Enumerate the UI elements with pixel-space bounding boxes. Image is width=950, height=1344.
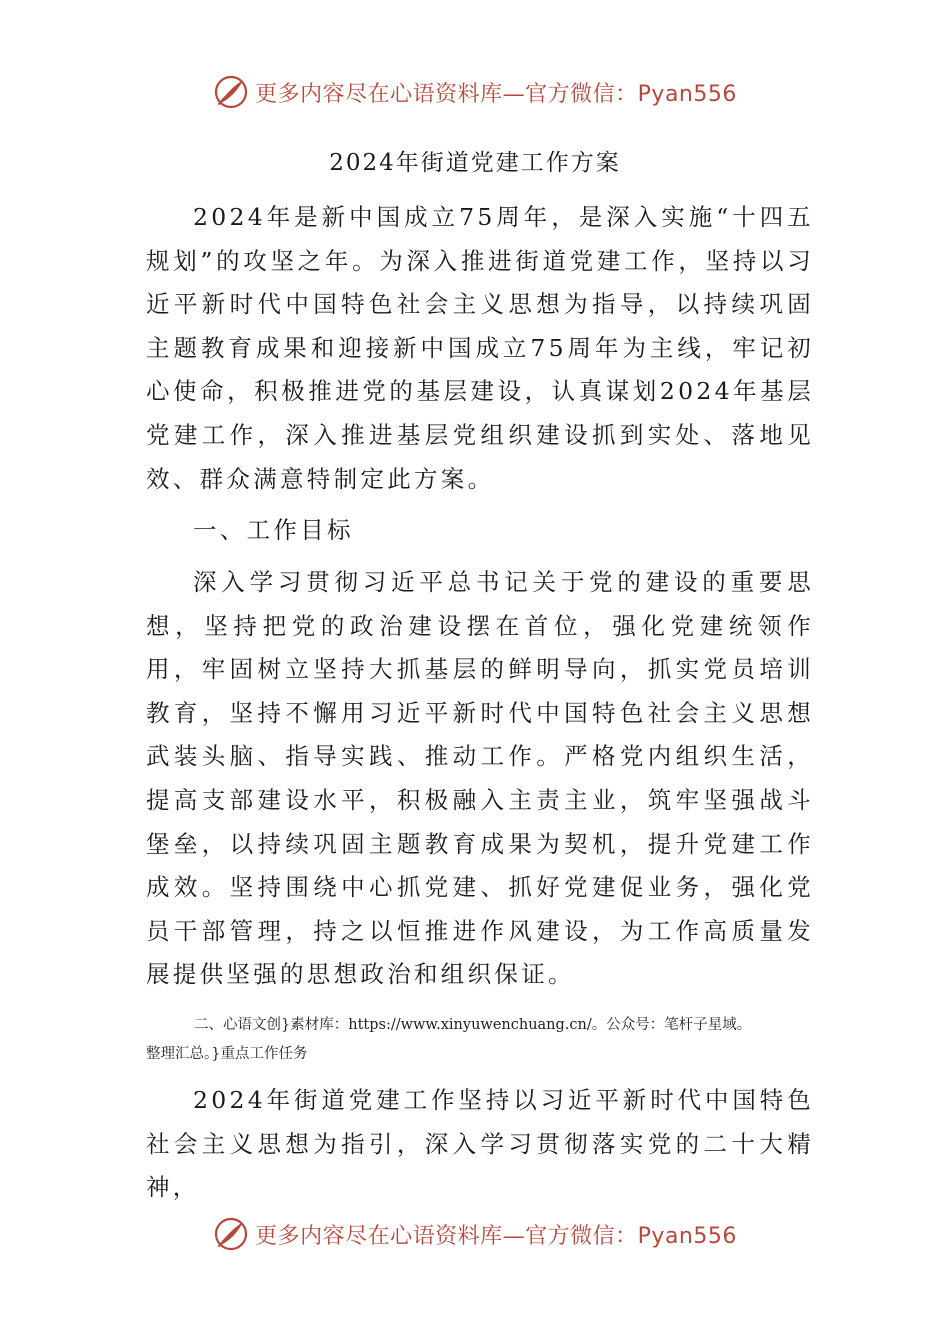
source-note-line2: 整理汇总。}重点工作任务 [146, 1046, 308, 1062]
source-note-line1: 二、心语文创}素材库：https://www.xinyuwenchuang.cn/。公众号：笔杆子星域。 [194, 1017, 752, 1033]
quill-logo-icon [213, 1216, 249, 1252]
wechat-id: Pyan556 [637, 81, 737, 107]
banner-text: 更多内容尽在心语资料库—官方微信：Pyan556 [255, 81, 737, 107]
section-heading-goals: 一、工作目标 [193, 516, 354, 544]
header-banner [0, 72, 950, 112]
tasks-paragraph: 2024年街道党建工作坚持以习近平新时代中国特色社会主义思想为指引，深入学习贯彻落实党的二十大精神， [146, 1086, 814, 1202]
intro-paragraph: 2024年是新中国成立75周年，是深入实施“十四五规划”的攻坚之年。为深入推进街道党建工作，坚持以习近平新时代中国特色社会主义思想为指导，以持续巩固主题教育成果和迎接新中国成立75周年为主线，牢记初心使命，积极推进党的基层建设，认真谋划2024年基层党建工作，深入推进基层党组织建设抓到实处、落地见效、群众满意特制定此方案。 [146, 203, 814, 493]
quill-logo-icon [213, 74, 249, 110]
document-title: 2024年街道党建工作方案 [329, 150, 621, 176]
source-note [146, 1011, 826, 1069]
goals-paragraph: 深入学习贯彻习近平总书记关于党的建设的重要思想，坚持把党的政治建设摆在首位，强化党建统领作用，牢固树立坚持大抓基层的鲜明导向，抓实党员培训教育，坚持不懈用习近平新时代中国特色社会主义思想武装头脑、指导实践、推动工作。严格党内组织生活，提高支部建设水平，积极融入主责主业，筑牢坚强战斗堡垒，以持续巩固主题教育成果为契机，提升党建工作成效。坚持围绕中心抓党建、抓好党建促业务，强化党员干部管理，持之以恒推进作风建设，为工作高质量发展提供坚强的思想政治和组织保证。 [146, 568, 814, 989]
banner-text: 更多内容尽在心语资料库—官方微信：Pyan556 [255, 1223, 737, 1249]
wechat-id: Pyan556 [637, 1223, 737, 1249]
footer-banner [0, 1214, 950, 1254]
